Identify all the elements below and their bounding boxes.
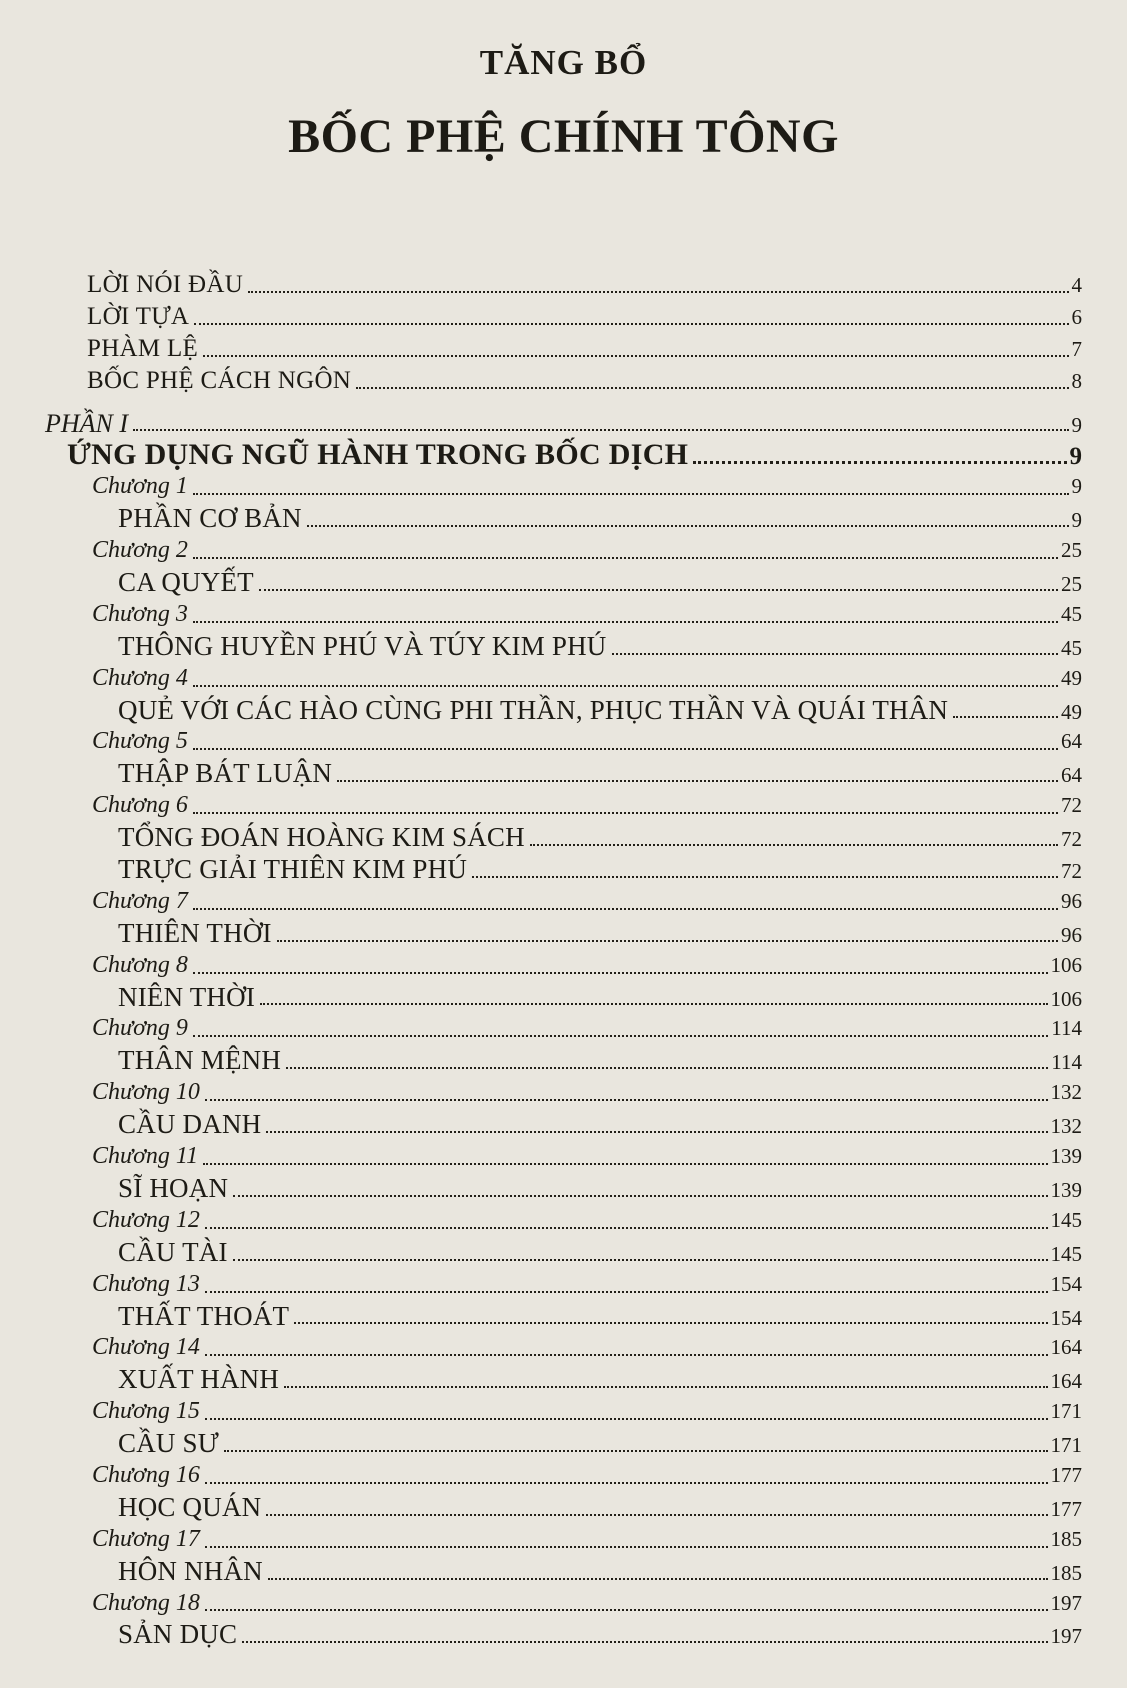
toc-entry-chapter-title	[45, 1301, 1082, 1333]
toc-entry-label: ỨNG DỤNG NGŨ HÀNH TRONG BỐC DỊCH	[67, 438, 689, 472]
toc-entry-chapter	[45, 535, 1082, 567]
toc-entry-chapter-title	[45, 631, 1082, 663]
dot-leader	[268, 1578, 1048, 1580]
toc-entry-label: CẦU DANH	[118, 1109, 262, 1140]
toc-entry-label: Chương 17	[92, 1525, 200, 1552]
toc-entry-page: 139	[1050, 1177, 1082, 1202]
toc-entry-chapter	[45, 1588, 1082, 1620]
toc-entry-chapter-title	[45, 854, 1082, 886]
toc-entry-page: 154	[1050, 1271, 1082, 1296]
toc-entry-label: Chương 15	[92, 1398, 200, 1425]
dot-leader	[193, 621, 1058, 623]
toc-entry-chapter	[45, 663, 1082, 695]
toc-entry-chapter	[45, 1524, 1082, 1556]
toc-entry-page: 114	[1051, 1016, 1082, 1041]
toc-entry-label: CẦU SƯ	[118, 1428, 219, 1459]
dot-leader	[133, 429, 1068, 431]
toc-entry-page: 96	[1061, 922, 1082, 947]
toc-entry-chapter	[45, 471, 1082, 503]
toc-entry-page: 132	[1050, 1080, 1082, 1105]
toc-entry-chapter-title	[45, 1045, 1082, 1077]
toc-entry-chapter	[45, 1460, 1082, 1492]
dot-leader	[242, 1641, 1047, 1643]
toc-entry-chapter-title	[45, 1619, 1082, 1651]
toc-entry-page: 9	[1071, 508, 1082, 533]
toc-entry-chapter-title	[45, 1109, 1082, 1141]
toc-entry-chapter-title	[45, 758, 1082, 790]
toc-entry-chapter	[45, 1396, 1082, 1428]
dot-leader	[233, 1259, 1048, 1261]
toc-entry-page: 64	[1061, 729, 1082, 754]
dot-leader	[203, 1163, 1047, 1165]
dot-leader	[205, 1546, 1048, 1548]
toc-entry-page: 185	[1050, 1560, 1082, 1585]
dot-leader	[224, 1450, 1048, 1452]
toc-entry-label: PHẦN CƠ BẢN	[118, 503, 302, 534]
toc-entry-label: Chương 6	[92, 792, 188, 819]
toc-entry-page: 45	[1061, 601, 1082, 626]
toc-entry-front	[45, 333, 1082, 365]
toc-entry-front	[45, 301, 1082, 333]
dot-leader	[205, 1609, 1048, 1611]
toc-entry-chapter-title	[45, 1364, 1082, 1396]
toc-entry-label: Chương 10	[92, 1079, 200, 1106]
dot-leader	[205, 1099, 1048, 1101]
toc-entry-page: 177	[1050, 1462, 1082, 1487]
toc-entry-chapter-title	[45, 695, 1082, 727]
toc-entry-label: QUẺ VỚI CÁC HÀO CÙNG PHI THẦN, PHỤC THẦN VÀ QUÁI THÂN	[118, 694, 949, 725]
toc-entry-page: 25	[1061, 572, 1082, 597]
dot-leader	[203, 355, 1068, 357]
toc-entry-page: 106	[1050, 952, 1082, 977]
toc-entry-label: HÔN NHÂN	[118, 1555, 263, 1586]
toc-entry-label: PHÀM LỆ	[87, 334, 199, 362]
dot-leader	[205, 1227, 1048, 1229]
toc-entry-label: THIÊN THỜI	[118, 917, 272, 948]
toc-entry-label: BỐC PHỆ CÁCH NGÔN	[87, 366, 352, 394]
toc-entry-label: SẢN DỤC	[118, 1619, 238, 1650]
toc-entry-page: 185	[1050, 1526, 1082, 1551]
toc-entry-page: 7	[1071, 336, 1082, 361]
toc-entry-label: Chương 18	[92, 1589, 200, 1616]
dot-leader	[337, 780, 1058, 782]
toc-entry-label: Chương 14	[92, 1334, 200, 1361]
toc-entry-page: 145	[1050, 1207, 1082, 1232]
toc-entry-chapter	[45, 726, 1082, 758]
toc-entry-page: 9	[1071, 474, 1082, 499]
dot-leader	[530, 844, 1058, 846]
toc-entry-page: 45	[1061, 635, 1082, 660]
toc-entry-part-title	[45, 439, 1082, 471]
dot-leader	[233, 1195, 1047, 1197]
toc-entry-label: Chương 9	[92, 1015, 188, 1042]
book-title: BỐC PHỆ CHÍNH TÔNG	[288, 110, 839, 163]
toc-entry-label: Chương 11	[92, 1143, 199, 1170]
toc-entry-page: 72	[1061, 827, 1082, 852]
toc-entry-label: THẬP BÁT LUẬN	[118, 758, 333, 789]
toc-entry-chapter	[45, 790, 1082, 822]
dot-leader	[205, 1354, 1048, 1356]
toc-entry-label: CA QUYẾT	[118, 567, 254, 598]
toc-entry-chapter-title	[45, 918, 1082, 950]
toc-entry-page: 72	[1061, 859, 1082, 884]
toc-entry-label: Chương 13	[92, 1270, 200, 1297]
toc-entry-chapter	[45, 950, 1082, 982]
dot-leader	[294, 1322, 1047, 1324]
toc-entry-page: 4	[1071, 273, 1082, 297]
toc-entry-chapter-title	[45, 1492, 1082, 1524]
toc-entry-chapter	[45, 1077, 1082, 1109]
toc-entry-label: CẦU TÀI	[118, 1236, 228, 1267]
toc-entry-page: 106	[1050, 986, 1082, 1011]
dot-leader	[205, 1418, 1048, 1420]
toc-entry-label: Chương 4	[92, 664, 188, 691]
toc-entry-page: 96	[1061, 888, 1082, 913]
toc-entry-label: Chương 7	[92, 887, 188, 914]
toc-entry-chapter-title	[45, 1173, 1082, 1205]
dot-leader	[193, 972, 1048, 974]
toc-entry-label: THÂN MỆNH	[118, 1045, 282, 1076]
toc-entry-page: 132	[1050, 1114, 1082, 1139]
toc-entry-front	[45, 269, 1082, 301]
toc-entry-label: Chương 8	[92, 951, 188, 978]
toc-list	[45, 269, 1082, 1651]
toc-entry-label: TRỰC GIẢI THIÊN KIM PHÚ	[118, 854, 468, 885]
toc-entry-page: 171	[1050, 1399, 1082, 1424]
toc-entry-chapter-title	[45, 1237, 1082, 1269]
dot-leader	[193, 812, 1058, 814]
dot-leader	[266, 1131, 1047, 1133]
toc-entry-page: 197	[1050, 1590, 1082, 1615]
toc-entry-chapter-title	[45, 503, 1082, 535]
toc-entry-chapter	[45, 1332, 1082, 1364]
toc-entry-page: 25	[1061, 538, 1082, 563]
toc-entry-page: 145	[1050, 1241, 1082, 1266]
toc-entry-page: 64	[1061, 763, 1082, 788]
dot-leader	[205, 1291, 1048, 1293]
toc-entry-chapter	[45, 1141, 1082, 1173]
toc-entry-page: 72	[1061, 793, 1082, 818]
dot-leader	[193, 748, 1058, 750]
dot-leader	[356, 387, 1068, 389]
toc-entry-page: 6	[1071, 304, 1082, 329]
toc-entry-label: PHẦN I	[45, 408, 129, 438]
dot-leader	[248, 291, 1068, 293]
toc-entry-page: 49	[1061, 699, 1082, 724]
dot-leader	[193, 1035, 1048, 1037]
dot-leader	[193, 908, 1058, 910]
toc-entry-page: 9	[1071, 412, 1082, 437]
toc-entry-label: THẤT THOÁT	[118, 1300, 290, 1331]
toc-entry-page: 9	[1069, 443, 1082, 471]
toc-entry-label: TỔNG ĐOÁN HOÀNG KIM SÁCH	[118, 822, 525, 853]
dot-leader	[286, 1067, 1048, 1069]
dot-leader	[193, 493, 1069, 495]
toc-entry-chapter-title	[45, 982, 1082, 1014]
toc-entry-page: 171	[1050, 1433, 1082, 1458]
dot-leader	[472, 876, 1058, 878]
toc-entry-label: NIÊN THỜI	[118, 981, 256, 1012]
toc-entry-label: Chương 1	[92, 473, 188, 500]
toc-entry-chapter-title	[45, 1556, 1082, 1588]
toc-entry-chapter-title	[45, 822, 1082, 854]
toc-entry-page: 177	[1050, 1496, 1082, 1521]
toc-entry-part	[45, 408, 1082, 440]
toc-entry-label: HỌC QUÁN	[118, 1491, 262, 1522]
toc-entry-chapter	[45, 1013, 1082, 1045]
dot-leader	[277, 940, 1058, 942]
toc-entry-page: 114	[1051, 1050, 1082, 1075]
dot-leader	[953, 716, 1058, 718]
dot-leader	[612, 653, 1058, 655]
dot-leader	[205, 1482, 1048, 1484]
toc-entry-label: Chương 12	[92, 1206, 200, 1233]
dot-leader	[260, 1003, 1047, 1005]
toc-entry-label: Chương 5	[92, 728, 188, 755]
toc-entry-page: 164	[1050, 1335, 1082, 1360]
toc-entry-page: 197	[1050, 1624, 1082, 1649]
toc-entry-page: 139	[1050, 1144, 1082, 1169]
dot-leader	[193, 685, 1058, 687]
toc-entry-label: THÔNG HUYỀN PHÚ VÀ TÚY KIM PHÚ	[118, 630, 607, 661]
toc-entry-chapter	[45, 1205, 1082, 1237]
book-supertitle: TĂNG BỔ	[479, 43, 648, 82]
dot-leader	[266, 1514, 1047, 1516]
toc-entry-chapter	[45, 599, 1082, 631]
toc-entry-chapter	[45, 886, 1082, 918]
toc-entry-label: Chương 16	[92, 1461, 200, 1488]
toc-entry-page: 49	[1061, 665, 1082, 690]
dot-leader	[194, 323, 1068, 325]
toc-entry-page: 164	[1050, 1369, 1082, 1394]
toc-entry-label: LỜI TỰA	[87, 302, 190, 330]
toc-entry-chapter-title	[45, 567, 1082, 599]
toc-entry-page: 154	[1050, 1305, 1082, 1330]
toc-entry-label: LỜI NÓI ĐẦU	[87, 271, 244, 298]
toc-entry-label: XUẤT HÀNH	[118, 1364, 280, 1395]
dot-leader	[284, 1386, 1047, 1388]
toc-entry-label: SĨ HOẠN	[118, 1172, 229, 1203]
dot-leader	[259, 589, 1058, 591]
dot-leader	[307, 525, 1069, 527]
toc-entry-front	[45, 365, 1082, 397]
dot-leader	[693, 461, 1066, 464]
toc-entry-page: 8	[1071, 368, 1082, 393]
toc-entry-chapter-title	[45, 1428, 1082, 1460]
toc-entry-label: Chương 3	[92, 600, 188, 627]
toc-entry-chapter	[45, 1269, 1082, 1301]
dot-leader	[193, 557, 1058, 559]
toc-entry-label: Chương 2	[92, 537, 188, 564]
